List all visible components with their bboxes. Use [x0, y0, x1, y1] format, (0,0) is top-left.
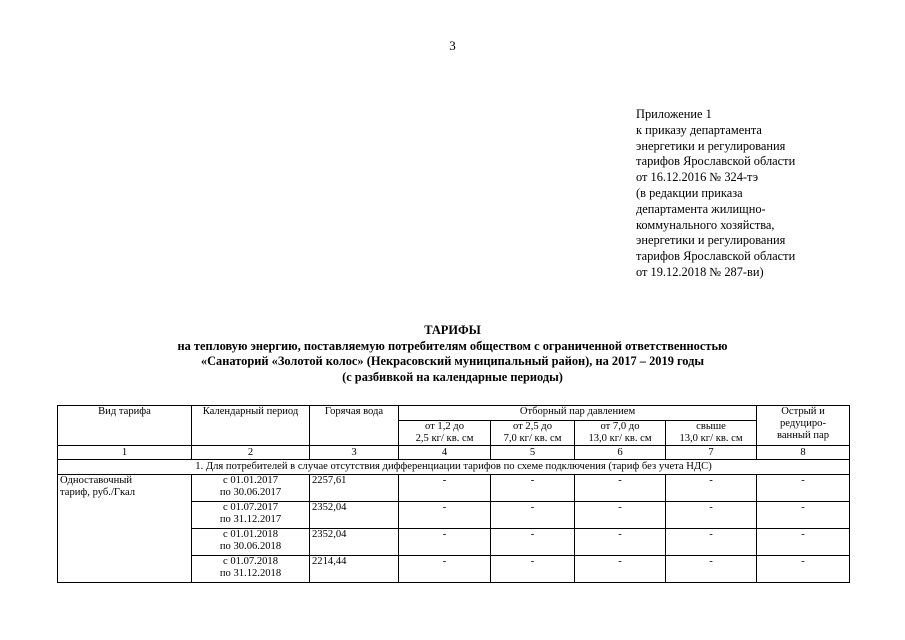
period-cell [192, 529, 310, 556]
appendix-line: от 19.12.2018 № 287-ви) [636, 264, 764, 279]
column-number: 5 [491, 446, 575, 460]
header-text-line: от 2,5 до [512, 421, 552, 432]
period-to: по 30.06.2017 [219, 487, 282, 498]
title-line: «Санаторий «Золотой колос» (Некрасовский муниципальный район), на 2017 – 2019 годы [200, 354, 705, 368]
tariffs-table [57, 405, 850, 583]
column-number: 7 [666, 446, 757, 460]
table-row [58, 475, 850, 502]
appendix-line: энергетики и регулирования [636, 233, 786, 248]
header-text-line: от 1,2 до [424, 421, 464, 432]
header-text-line: Острый и [781, 406, 825, 417]
column-number: 4 [399, 446, 491, 460]
header-steam-2 [491, 421, 575, 446]
header-text-line: редуциро- [779, 418, 826, 429]
hot-water-value: 2214,44 [310, 556, 399, 583]
sharp-steam-value: - [757, 529, 850, 556]
period-to: по 31.12.2018 [219, 568, 282, 579]
header-hot-water: Горячая вода [310, 406, 399, 446]
steam-3-value: - [575, 475, 666, 502]
steam-1-value: - [399, 529, 491, 556]
sharp-steam-value: - [757, 502, 850, 529]
header-steam-4 [666, 421, 757, 446]
period-from: с 01.01.2018 [222, 529, 279, 540]
period-cell [192, 475, 310, 502]
appendix-line: Приложение 1 [636, 107, 712, 121]
appendix-block [636, 107, 876, 281]
header-sharp-steam [757, 406, 850, 446]
column-number: 8 [757, 446, 850, 460]
section-row [58, 460, 850, 475]
tariff-label-cell [58, 475, 192, 583]
header-period: Календарный период [192, 406, 310, 446]
title-line: (с разбивкой на календарные периоды) [342, 369, 563, 384]
page-number: 3 [449, 38, 456, 53]
period-cell [192, 502, 310, 529]
header-steam-3 [575, 421, 666, 446]
document-title [0, 323, 905, 385]
column-number-row [58, 446, 850, 460]
column-number: 3 [310, 446, 399, 460]
header-text-line: 13,0 кг/ кв. см [588, 433, 652, 444]
steam-1-value: - [399, 556, 491, 583]
steam-4-value: - [666, 529, 757, 556]
period-from: с 01.07.2017 [222, 502, 279, 513]
hot-water-value: 2257,61 [310, 475, 399, 502]
steam-2-value: - [491, 529, 575, 556]
steam-1-value: - [399, 502, 491, 529]
steam-2-value: - [491, 502, 575, 529]
period-to: по 30.06.2018 [219, 541, 282, 552]
period-to: по 31.12.2017 [219, 514, 282, 525]
steam-4-value: - [666, 475, 757, 502]
steam-2-value: - [491, 556, 575, 583]
sharp-steam-value: - [757, 475, 850, 502]
appendix-line: тарифов Ярославской области [636, 154, 796, 169]
title-main: ТАРИФЫ [424, 323, 481, 337]
header-text-line: ванный пар [776, 430, 829, 441]
header-steam-1 [399, 421, 491, 446]
title-line: на тепловую энергию, поставляемую потребителям обществом с ограниченной ответственностью [177, 338, 728, 353]
appendix-line: коммунального хозяйства, [636, 217, 775, 232]
header-tariff-type: Вид тарифа [58, 406, 192, 446]
column-number: 2 [192, 446, 310, 460]
header-text-line: от 7,0 до [600, 421, 640, 432]
sharp-steam-value: - [757, 556, 850, 583]
steam-2-value: - [491, 475, 575, 502]
appendix-line: от 16.12.2016 № 324-тэ [636, 170, 759, 185]
table-header-row [58, 406, 850, 421]
header-text-line: 2,5 кг/ кв. см [415, 433, 474, 444]
tariff-label-line: тариф, руб./Гкал [60, 487, 136, 498]
steam-3-value: - [575, 529, 666, 556]
section-title: 1. Для потребителей в случае отсутствия дифференциации тарифов по схеме подключения (тариф без учета НДС) [58, 460, 850, 475]
header-steam: Отборный пар давлением [399, 406, 757, 421]
header-text-line: 13,0 кг/ кв. см [679, 433, 743, 444]
period-from: с 01.07.2018 [222, 556, 279, 567]
header-text-line: 7,0 кг/ кв. см [503, 433, 562, 444]
appendix-line: тарифов Ярославской области [636, 249, 796, 264]
period-cell [192, 556, 310, 583]
header-text-line: свыше [696, 421, 726, 432]
tariff-label-line: Одноставочный [60, 475, 133, 486]
hot-water-value: 2352,04 [310, 529, 399, 556]
appendix-line: к приказу департамента [636, 122, 762, 137]
appendix-line: департамента жилищно- [636, 201, 766, 216]
column-number: 1 [58, 446, 192, 460]
steam-3-value: - [575, 502, 666, 529]
steam-4-value: - [666, 556, 757, 583]
steam-3-value: - [575, 556, 666, 583]
steam-1-value: - [399, 475, 491, 502]
period-from: с 01.01.2017 [222, 475, 279, 486]
appendix-line: (в редакции приказа [636, 185, 743, 200]
appendix-line: энергетики и регулирования [636, 138, 786, 153]
column-number: 6 [575, 446, 666, 460]
hot-water-value: 2352,04 [310, 502, 399, 529]
steam-4-value: - [666, 502, 757, 529]
